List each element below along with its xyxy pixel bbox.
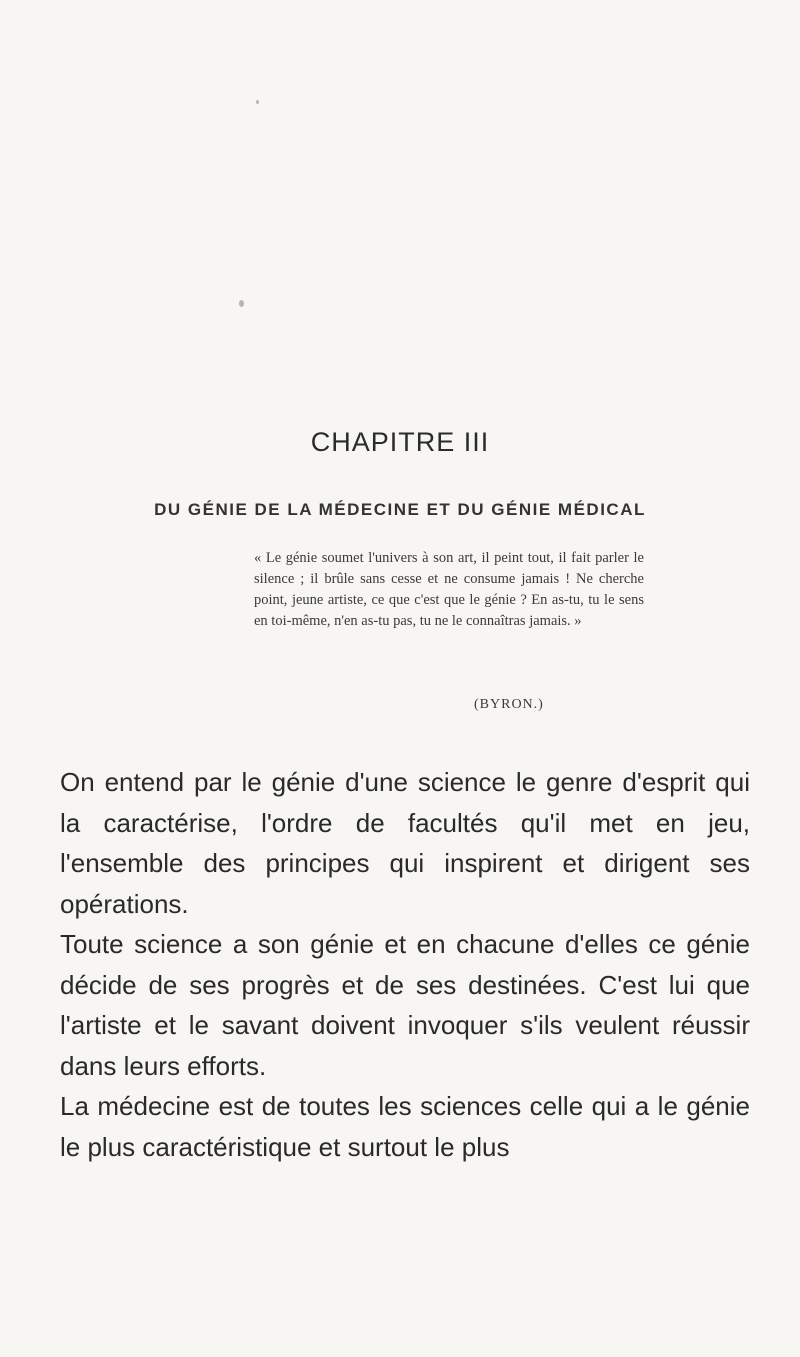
epigraph-attribution: (BYRON.): [474, 697, 544, 712]
body-text: [60, 762, 750, 1167]
chapter-subtitle: DU GÉNIE DE LA MÉDECINE ET DU GÉNIE MÉDICAL: [154, 500, 646, 519]
paragraph: La médecine est de toutes les sciences celle qui a le génie le plus caractéristique et surtout le plus: [60, 1091, 750, 1162]
paragraph: Toute science a son génie et en chacune d'elles ce génie décide de ses progrès et de ses destinées. C'est lui que l'artiste et le savant doivent invoquer s'ils veulent réussir dans leurs efforts.: [60, 929, 750, 1081]
paragraph: On entend par le génie d'une science le genre d'esprit qui la caractérise, l'ordre de facultés qu'il met en jeu, l'ensemble des principes qui inspirent et dirigent ses opérations.: [60, 767, 750, 919]
scan-speck: [256, 100, 259, 104]
epigraph-quote: « Le génie soumet l'univers à son art, il peint tout, il fait parler le silence ; il brûle sans cesse et ne consume jamais ! Ne cherche point, jeune artiste, ce que c'est que le génie ? En as-tu, tu le sens en toi-même, n'en as-tu pas, tu ne le connaîtras jamais. »: [254, 550, 644, 629]
chapter-title: CHAPITRE III: [310, 427, 490, 457]
scan-speck: [239, 300, 244, 307]
